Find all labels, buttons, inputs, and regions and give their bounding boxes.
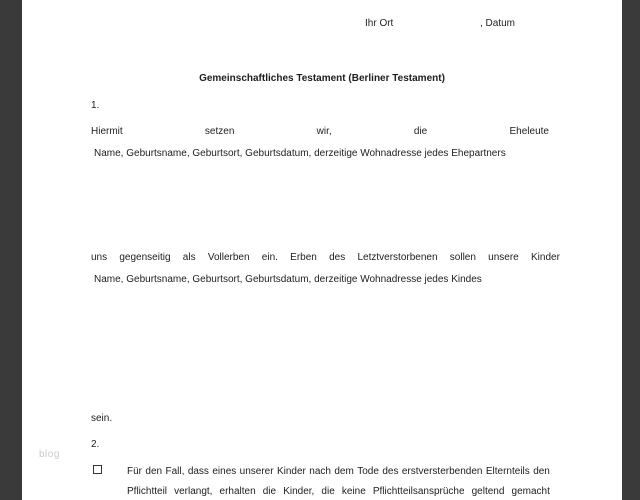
section-number-1: 1. <box>91 100 100 111</box>
word: den <box>145 466 163 477</box>
viewer-background-right <box>622 0 640 500</box>
section2-item-line1 <box>127 465 550 478</box>
word: verlangt, <box>174 486 213 497</box>
option-checkbox[interactable] <box>93 465 102 474</box>
word: die <box>262 486 277 497</box>
watermark: blog <box>39 449 60 460</box>
word: keine <box>341 486 366 497</box>
word: Kinder <box>276 466 306 477</box>
place-placeholder: Ihr Ort <box>365 18 394 29</box>
word: sollen <box>449 252 476 263</box>
word: Kinder, <box>283 486 315 497</box>
word: dass <box>187 466 209 477</box>
word: des <box>382 466 399 477</box>
word: Erben <box>290 252 317 263</box>
document-title: Gemeinschaftliches Testament (Berliner Testament) <box>199 73 445 84</box>
document-page <box>22 0 622 500</box>
word: Vollerben <box>207 252 250 263</box>
word: uns <box>91 252 108 263</box>
section1-line2 <box>91 251 560 264</box>
word: unsere <box>488 252 519 263</box>
word: die <box>413 126 428 137</box>
word: gegenseitig <box>119 252 171 263</box>
children-hint: Name, Geburtsname, Geburtsort, Geburtsdatum, derzeitige Wohnadresse jedes Kindes <box>94 274 482 285</box>
word: Letztverstorbenen <box>357 252 438 263</box>
word: Pflichtteilsansprüche <box>372 486 465 497</box>
word: die <box>321 486 335 497</box>
word: Eheleute <box>509 126 549 137</box>
section1-line1 <box>91 125 549 138</box>
word: des <box>329 252 346 263</box>
section1-closing: sein. <box>91 413 113 424</box>
word: ein. <box>261 252 278 263</box>
date-placeholder: , Datum <box>480 18 516 29</box>
word: Fall, <box>165 466 185 477</box>
word: Hiermit <box>91 126 123 137</box>
word: Für <box>127 466 142 477</box>
word: Kinder <box>531 252 560 263</box>
word: dem <box>334 466 354 477</box>
section-number-2: 2. <box>91 439 100 450</box>
section2-item-line2 <box>127 485 550 498</box>
word: Pflichtteil <box>127 486 168 497</box>
word: geltend <box>471 486 505 497</box>
word: unserer <box>239 466 274 477</box>
word: erstversterbenden <box>401 466 483 477</box>
word: eines <box>212 466 237 477</box>
word: Elternteils <box>485 466 530 477</box>
viewer-background-left <box>0 0 22 500</box>
word: gemacht <box>511 486 550 497</box>
word: wir, <box>316 126 332 137</box>
spouses-hint: Name, Geburtsname, Geburtsort, Geburtsdatum, derzeitige Wohnadresse jedes Ehepartners <box>94 148 506 159</box>
word: den <box>533 466 550 477</box>
word: setzen <box>204 126 235 137</box>
word: als <box>182 252 196 263</box>
word: erhalten <box>219 486 256 497</box>
word: Tode <box>357 466 379 477</box>
word: nach <box>309 466 331 477</box>
